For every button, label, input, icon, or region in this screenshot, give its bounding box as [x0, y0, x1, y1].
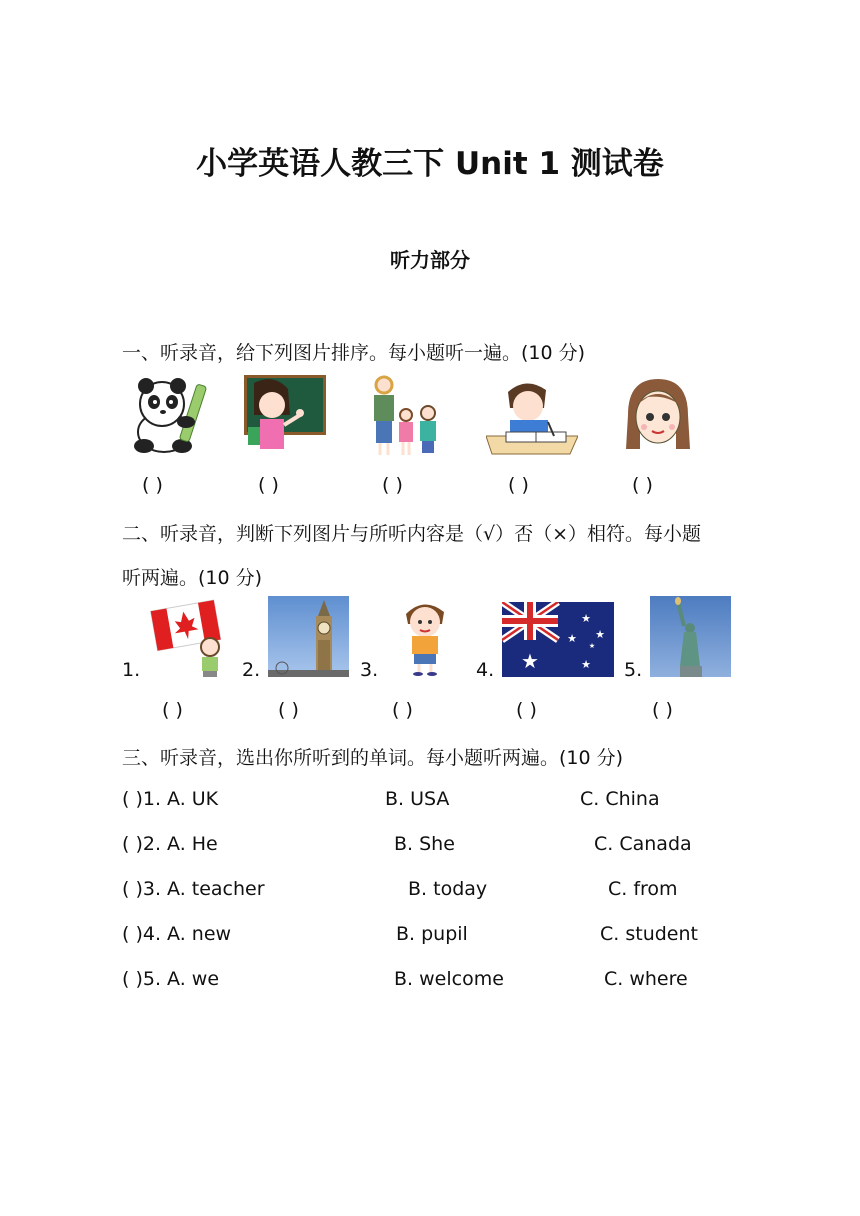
- question-1-option-c: C. China: [580, 788, 660, 810]
- question-5-option-a: ( )5. A. we: [122, 968, 220, 990]
- question-3-option-a: ( )3. A. teacher: [122, 878, 265, 900]
- bracket-s2-1[interactable]: ( ): [162, 699, 183, 721]
- s2-number-2: 2.: [242, 659, 261, 681]
- bracket-s1-3[interactable]: ( ): [382, 474, 403, 496]
- svg-text:★: ★: [581, 612, 591, 625]
- bracket-s1-1[interactable]: ( ): [142, 474, 163, 496]
- boy-icon: [384, 596, 466, 676]
- boy-writing-icon: [486, 378, 578, 456]
- question-2-option-b: B. She: [394, 833, 455, 855]
- s2-number-5: 5.: [624, 659, 643, 681]
- s2-number-1: 1.: [122, 659, 141, 681]
- bracket-s1-4[interactable]: ( ): [508, 474, 529, 496]
- question-4-option-c: C. student: [600, 923, 698, 945]
- bracket-s1-2[interactable]: ( ): [258, 474, 279, 496]
- question-2-option-c: C. Canada: [594, 833, 692, 855]
- question-1-option-a: ( )1. A. UK: [122, 788, 219, 810]
- svg-text:★: ★: [567, 632, 577, 645]
- section1-heading: 一、听录音，给下列图片排序。每小题听一遍。(10 分): [122, 342, 586, 364]
- question-4-option-b: B. pupil: [396, 923, 468, 945]
- question-4-option-a: ( )4. A. new: [122, 923, 232, 945]
- big-ben-icon: [268, 596, 349, 677]
- section3-heading: 三、听录音，选出你所听到的单词。每小题听两遍。(10 分): [122, 747, 624, 769]
- question-1-option-b: B. USA: [385, 788, 450, 810]
- bracket-s2-5[interactable]: ( ): [652, 699, 673, 721]
- question-3-option-c: C. from: [608, 878, 678, 900]
- panda-icon: [122, 376, 214, 456]
- page-title: 小学英语人教三下 Unit 1 测试卷: [196, 146, 664, 182]
- svg-text:★: ★: [581, 658, 591, 671]
- question-3-option-b: B. today: [408, 878, 488, 900]
- family-icon: [366, 375, 446, 457]
- s2-number-4: 4.: [476, 659, 495, 681]
- bracket-s2-3[interactable]: ( ): [392, 699, 413, 721]
- girl-face-icon: [618, 375, 698, 455]
- svg-text:★: ★: [595, 628, 605, 641]
- section2-heading: 二、听录音，判断下列图片与所听内容是（√）否（×）相符。每小题: [122, 523, 702, 545]
- question-2-option-a: ( )2. A. He: [122, 833, 218, 855]
- statue-of-liberty-icon: [650, 596, 731, 677]
- canada-boy-icon: [148, 597, 232, 677]
- question-5-option-b: B. welcome: [394, 968, 504, 990]
- bracket-s2-4[interactable]: ( ): [516, 699, 537, 721]
- section-subtitle: 听力部分: [390, 248, 470, 272]
- s2-number-3: 3.: [360, 659, 379, 681]
- bracket-s1-5[interactable]: ( ): [632, 474, 653, 496]
- australia-flag-icon: [502, 602, 614, 677]
- svg-text:★: ★: [588, 642, 596, 650]
- teacher-icon: [244, 375, 326, 455]
- svg-text:★: ★: [521, 649, 539, 673]
- bracket-s2-2[interactable]: ( ): [278, 699, 299, 721]
- section2-heading-cont: 听两遍。(10 分): [122, 567, 263, 589]
- question-5-option-c: C. where: [604, 968, 688, 990]
